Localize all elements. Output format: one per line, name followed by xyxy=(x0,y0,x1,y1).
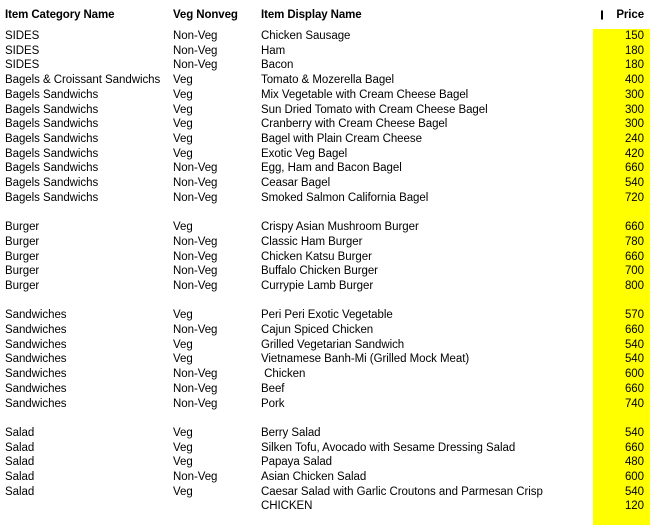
cell-price: 540 xyxy=(624,485,644,498)
cell-price: 300 xyxy=(624,88,644,101)
table-row[interactable] xyxy=(0,367,650,382)
table-spacer-row xyxy=(0,411,650,426)
cell-price: 780 xyxy=(624,235,644,248)
cell-veg-nonveg: Veg xyxy=(173,426,193,439)
cell-item-display-name: Egg, Ham and Bacon Bagel xyxy=(261,162,402,175)
cell-item-display-name: Asian Chicken Salad xyxy=(261,471,367,484)
cell-veg-nonveg: Non-Veg xyxy=(173,177,218,190)
cell-item-display-name: Caesar Salad with Garlic Croutons and Parmesan Crisp xyxy=(261,485,543,498)
cell-item-display-name: Exotic Veg Bagel xyxy=(261,147,348,160)
cell-item-display-name: Bagel with Plain Cream Cheese xyxy=(261,132,422,145)
cell-price: 540 xyxy=(624,353,644,366)
cell-veg-nonveg: Veg xyxy=(173,74,193,87)
table-row[interactable] xyxy=(0,426,650,441)
cell-item-category-name: Burger xyxy=(5,250,40,263)
table-row[interactable] xyxy=(0,382,650,397)
cell-price: 180 xyxy=(624,44,644,57)
cell-veg-nonveg: Non-Veg xyxy=(173,279,218,292)
cell-price: 120 xyxy=(624,500,644,513)
cell-item-display-name: Bacon xyxy=(261,59,294,72)
cell-veg-nonveg: Non-Veg xyxy=(173,44,218,57)
table-row[interactable] xyxy=(0,308,650,323)
cell-veg-nonveg: Veg xyxy=(173,338,193,351)
table-header-row xyxy=(0,0,650,29)
cell-item-category-name: Burger xyxy=(5,235,40,248)
cell-price: 540 xyxy=(624,177,644,190)
cell-veg-nonveg xyxy=(173,294,256,309)
table-header xyxy=(0,0,650,29)
table-row[interactable] xyxy=(0,147,650,162)
table-row[interactable] xyxy=(0,220,650,235)
table-row[interactable] xyxy=(0,88,650,103)
cell-price: 660 xyxy=(624,162,644,175)
table-spacer-row xyxy=(0,294,650,309)
cell-price: 240 xyxy=(624,132,644,145)
cell-item-display-name: Berry Salad xyxy=(261,426,321,439)
sort-indicator-icon xyxy=(601,10,603,19)
cell-item-category-name: Bagels Sandwichs xyxy=(5,177,99,190)
cell-price: 420 xyxy=(624,147,644,160)
cell-veg-nonveg: Veg xyxy=(173,309,193,322)
cell-veg-nonveg: Non-Veg xyxy=(173,59,218,72)
cell-item-category-name: Salad xyxy=(5,426,35,439)
table-row[interactable] xyxy=(0,455,650,470)
table-row[interactable] xyxy=(0,397,650,412)
cell-item-display-name: Mix Vegetable with Cream Cheese Bagel xyxy=(261,88,469,101)
column-header-item-category-name[interactable]: Item Category Name xyxy=(5,8,115,21)
table-row[interactable] xyxy=(0,485,650,500)
table-row[interactable] xyxy=(0,117,650,132)
cell-item-display-name: Tomato & Mozerella Bagel xyxy=(261,74,395,87)
cell-veg-nonveg: Non-Veg xyxy=(173,162,218,175)
cell-item-display-name xyxy=(256,294,593,309)
cell-veg-nonveg: Non-Veg xyxy=(173,191,218,204)
cell-price: 300 xyxy=(624,118,644,131)
cell-veg-nonveg xyxy=(173,205,256,220)
cell-item-category-name: Salad xyxy=(5,441,35,454)
cell-price xyxy=(593,411,650,426)
cell-item-display-name: Ham xyxy=(261,44,286,57)
cell-veg-nonveg: Veg xyxy=(173,132,193,145)
cell-veg-nonveg: Non-Veg xyxy=(173,235,218,248)
cell-item-display-name: Papaya Salad xyxy=(261,456,333,469)
table-row[interactable] xyxy=(0,161,650,176)
cell-item-display-name: Sun Dried Tomato with Cream Cheese Bagel xyxy=(261,103,488,116)
cell-price: 720 xyxy=(624,191,644,204)
cell-veg-nonveg: Non-Veg xyxy=(173,382,218,395)
table-spacer-row xyxy=(0,205,650,220)
table-row[interactable] xyxy=(0,235,650,250)
table-row[interactable] xyxy=(0,470,650,485)
cell-price: 800 xyxy=(624,279,644,292)
cell-item-display-name xyxy=(256,205,593,220)
cell-item-category-name: Sandwiches xyxy=(5,397,67,410)
cell-veg-nonveg xyxy=(173,499,256,514)
cell-veg-nonveg: Veg xyxy=(173,221,193,234)
table-row[interactable] xyxy=(0,29,650,44)
cell-item-category-name: Sandwiches xyxy=(5,309,67,322)
cell-item-category-name: Bagels Sandwichs xyxy=(5,88,99,101)
cell-item-display-name: Chicken Katsu Burger xyxy=(261,250,372,263)
cell-item-category-name xyxy=(0,294,173,309)
table-row[interactable] xyxy=(0,264,650,279)
cell-item-display-name: Classic Ham Burger xyxy=(261,235,363,248)
cell-item-display-name: Grilled Vegetarian Sandwich xyxy=(261,338,405,351)
column-header-item-display-name[interactable]: Item Display Name xyxy=(261,8,362,21)
table-row[interactable] xyxy=(0,323,650,338)
cell-item-display-name: Cajun Spiced Chicken xyxy=(261,324,374,337)
cell-item-category-name: Bagels Sandwichs xyxy=(5,103,99,116)
cell-item-category-name: Sandwiches xyxy=(5,368,67,381)
cell-item-category-name: Salad xyxy=(5,456,35,469)
cell-veg-nonveg: Veg xyxy=(173,441,193,454)
cell-price: 300 xyxy=(624,103,644,116)
cell-price: 150 xyxy=(624,30,644,42)
cell-item-category-name: Burger xyxy=(5,279,40,292)
cell-item-display-name: Chicken xyxy=(261,368,306,381)
cell-price: 660 xyxy=(624,382,644,395)
cell-price: 540 xyxy=(624,426,644,439)
cell-price: 180 xyxy=(624,59,644,72)
cell-price xyxy=(593,205,650,220)
cell-item-display-name: Ceasar Bagel xyxy=(261,177,331,190)
cell-item-category-name: Bagels Sandwichs xyxy=(5,147,99,160)
cell-item-display-name: Smoked Salmon California Bagel xyxy=(261,191,429,204)
cell-item-display-name: Peri Peri Exotic Vegetable xyxy=(261,309,393,322)
cell-item-category-name: Sandwiches xyxy=(5,353,67,366)
cell-veg-nonveg: Veg xyxy=(173,147,193,160)
table-row[interactable] xyxy=(0,73,650,88)
cell-item-category-name: Bagels Sandwichs xyxy=(5,118,99,131)
cell-item-category-name: Salad xyxy=(5,485,35,498)
cell-item-display-name: Silken Tofu, Avocado with Sesame Dressing Salad xyxy=(261,441,516,454)
cell-item-display-name: Pork xyxy=(261,397,285,410)
cell-price: 700 xyxy=(624,265,644,278)
cell-veg-nonveg: Non-Veg xyxy=(173,250,218,263)
cell-item-category-name: Sandwiches xyxy=(5,324,67,337)
cell-item-display-name: Crispy Asian Mushroom Burger xyxy=(261,221,419,234)
cell-item-category-name: Sandwiches xyxy=(5,382,67,395)
cell-item-display-name: Buffalo Chicken Burger xyxy=(261,265,378,278)
cell-item-display-name: Cranberry with Cream Cheese Bagel xyxy=(261,118,448,131)
cell-veg-nonveg: Non-Veg xyxy=(173,368,218,381)
cell-price xyxy=(593,294,650,309)
cell-veg-nonveg: Veg xyxy=(173,485,193,498)
cell-price: 600 xyxy=(624,471,644,484)
cell-item-category-name: SIDES xyxy=(5,44,40,57)
table-row[interactable] xyxy=(0,176,650,191)
cell-item-category-name: Sandwiches xyxy=(5,338,67,351)
cell-veg-nonveg: Veg xyxy=(173,103,193,116)
cell-item-display-name: Chicken Sausage xyxy=(261,30,351,42)
table-row[interactable] xyxy=(0,250,650,265)
cell-item-category-name: Bagels & Croissant Sandwichs xyxy=(5,74,161,87)
cell-item-category-name xyxy=(0,411,173,426)
cell-price: 600 xyxy=(624,368,644,381)
column-header-price[interactable] xyxy=(593,0,650,29)
cell-price: 400 xyxy=(624,74,644,87)
cell-item-category-name: Burger xyxy=(5,265,40,278)
cell-item-display-name: Vietnamese Banh-Mi (Grilled Mock Meat) xyxy=(261,353,470,366)
table-row[interactable] xyxy=(0,44,650,59)
cell-price: 660 xyxy=(624,250,644,263)
cell-item-category-name: Bagels Sandwichs xyxy=(5,191,99,204)
table-row[interactable] xyxy=(0,279,650,294)
cell-veg-nonveg: Non-Veg xyxy=(173,265,218,278)
table-row[interactable] xyxy=(0,103,650,118)
cell-item-display-name xyxy=(256,411,593,426)
cell-item-category-name xyxy=(0,205,173,220)
cell-item-category-name xyxy=(0,499,173,514)
cell-item-display-name: CHICKEN xyxy=(261,500,313,513)
table-row[interactable] xyxy=(0,58,650,73)
table-row[interactable] xyxy=(0,441,650,456)
cell-price: 540 xyxy=(624,338,644,351)
cell-item-category-name: Salad xyxy=(5,471,35,484)
cell-item-display-name: Currypie Lamb Burger xyxy=(261,279,374,292)
cell-item-category-name: Bagels Sandwichs xyxy=(5,132,99,145)
cell-veg-nonveg: Non-Veg xyxy=(173,397,218,410)
cell-item-category-name: SIDES xyxy=(5,59,40,72)
column-header-veg-nonveg[interactable]: Veg Nonveg xyxy=(173,8,238,21)
table-row[interactable] xyxy=(0,191,650,206)
cell-veg-nonveg: Veg xyxy=(173,88,193,101)
table-body xyxy=(0,29,650,514)
cell-veg-nonveg xyxy=(173,411,256,426)
cell-veg-nonveg: Veg xyxy=(173,456,193,469)
column-header-price-label: Price xyxy=(616,8,644,21)
cell-item-display-name: Beef xyxy=(261,382,285,395)
cell-price: 660 xyxy=(624,324,644,337)
cell-item-category-name: SIDES xyxy=(5,30,40,42)
cell-veg-nonveg: Veg xyxy=(173,353,193,366)
cell-price: 660 xyxy=(624,441,644,454)
cell-veg-nonveg: Non-Veg xyxy=(173,471,218,484)
cell-price: 740 xyxy=(624,397,644,410)
cell-price: 660 xyxy=(624,221,644,234)
cell-item-category-name: Burger xyxy=(5,221,40,234)
cell-item-category-name: Bagels Sandwichs xyxy=(5,162,99,175)
cell-veg-nonveg: Non-Veg xyxy=(173,324,218,337)
cell-price: 570 xyxy=(624,309,644,322)
table-row[interactable] xyxy=(0,132,650,147)
cell-veg-nonveg: Non-Veg xyxy=(173,30,218,42)
table-row[interactable] xyxy=(0,499,650,514)
table-row[interactable] xyxy=(0,338,650,353)
table-row[interactable] xyxy=(0,352,650,367)
cell-price: 480 xyxy=(624,456,644,469)
cell-veg-nonveg: Veg xyxy=(173,118,193,131)
